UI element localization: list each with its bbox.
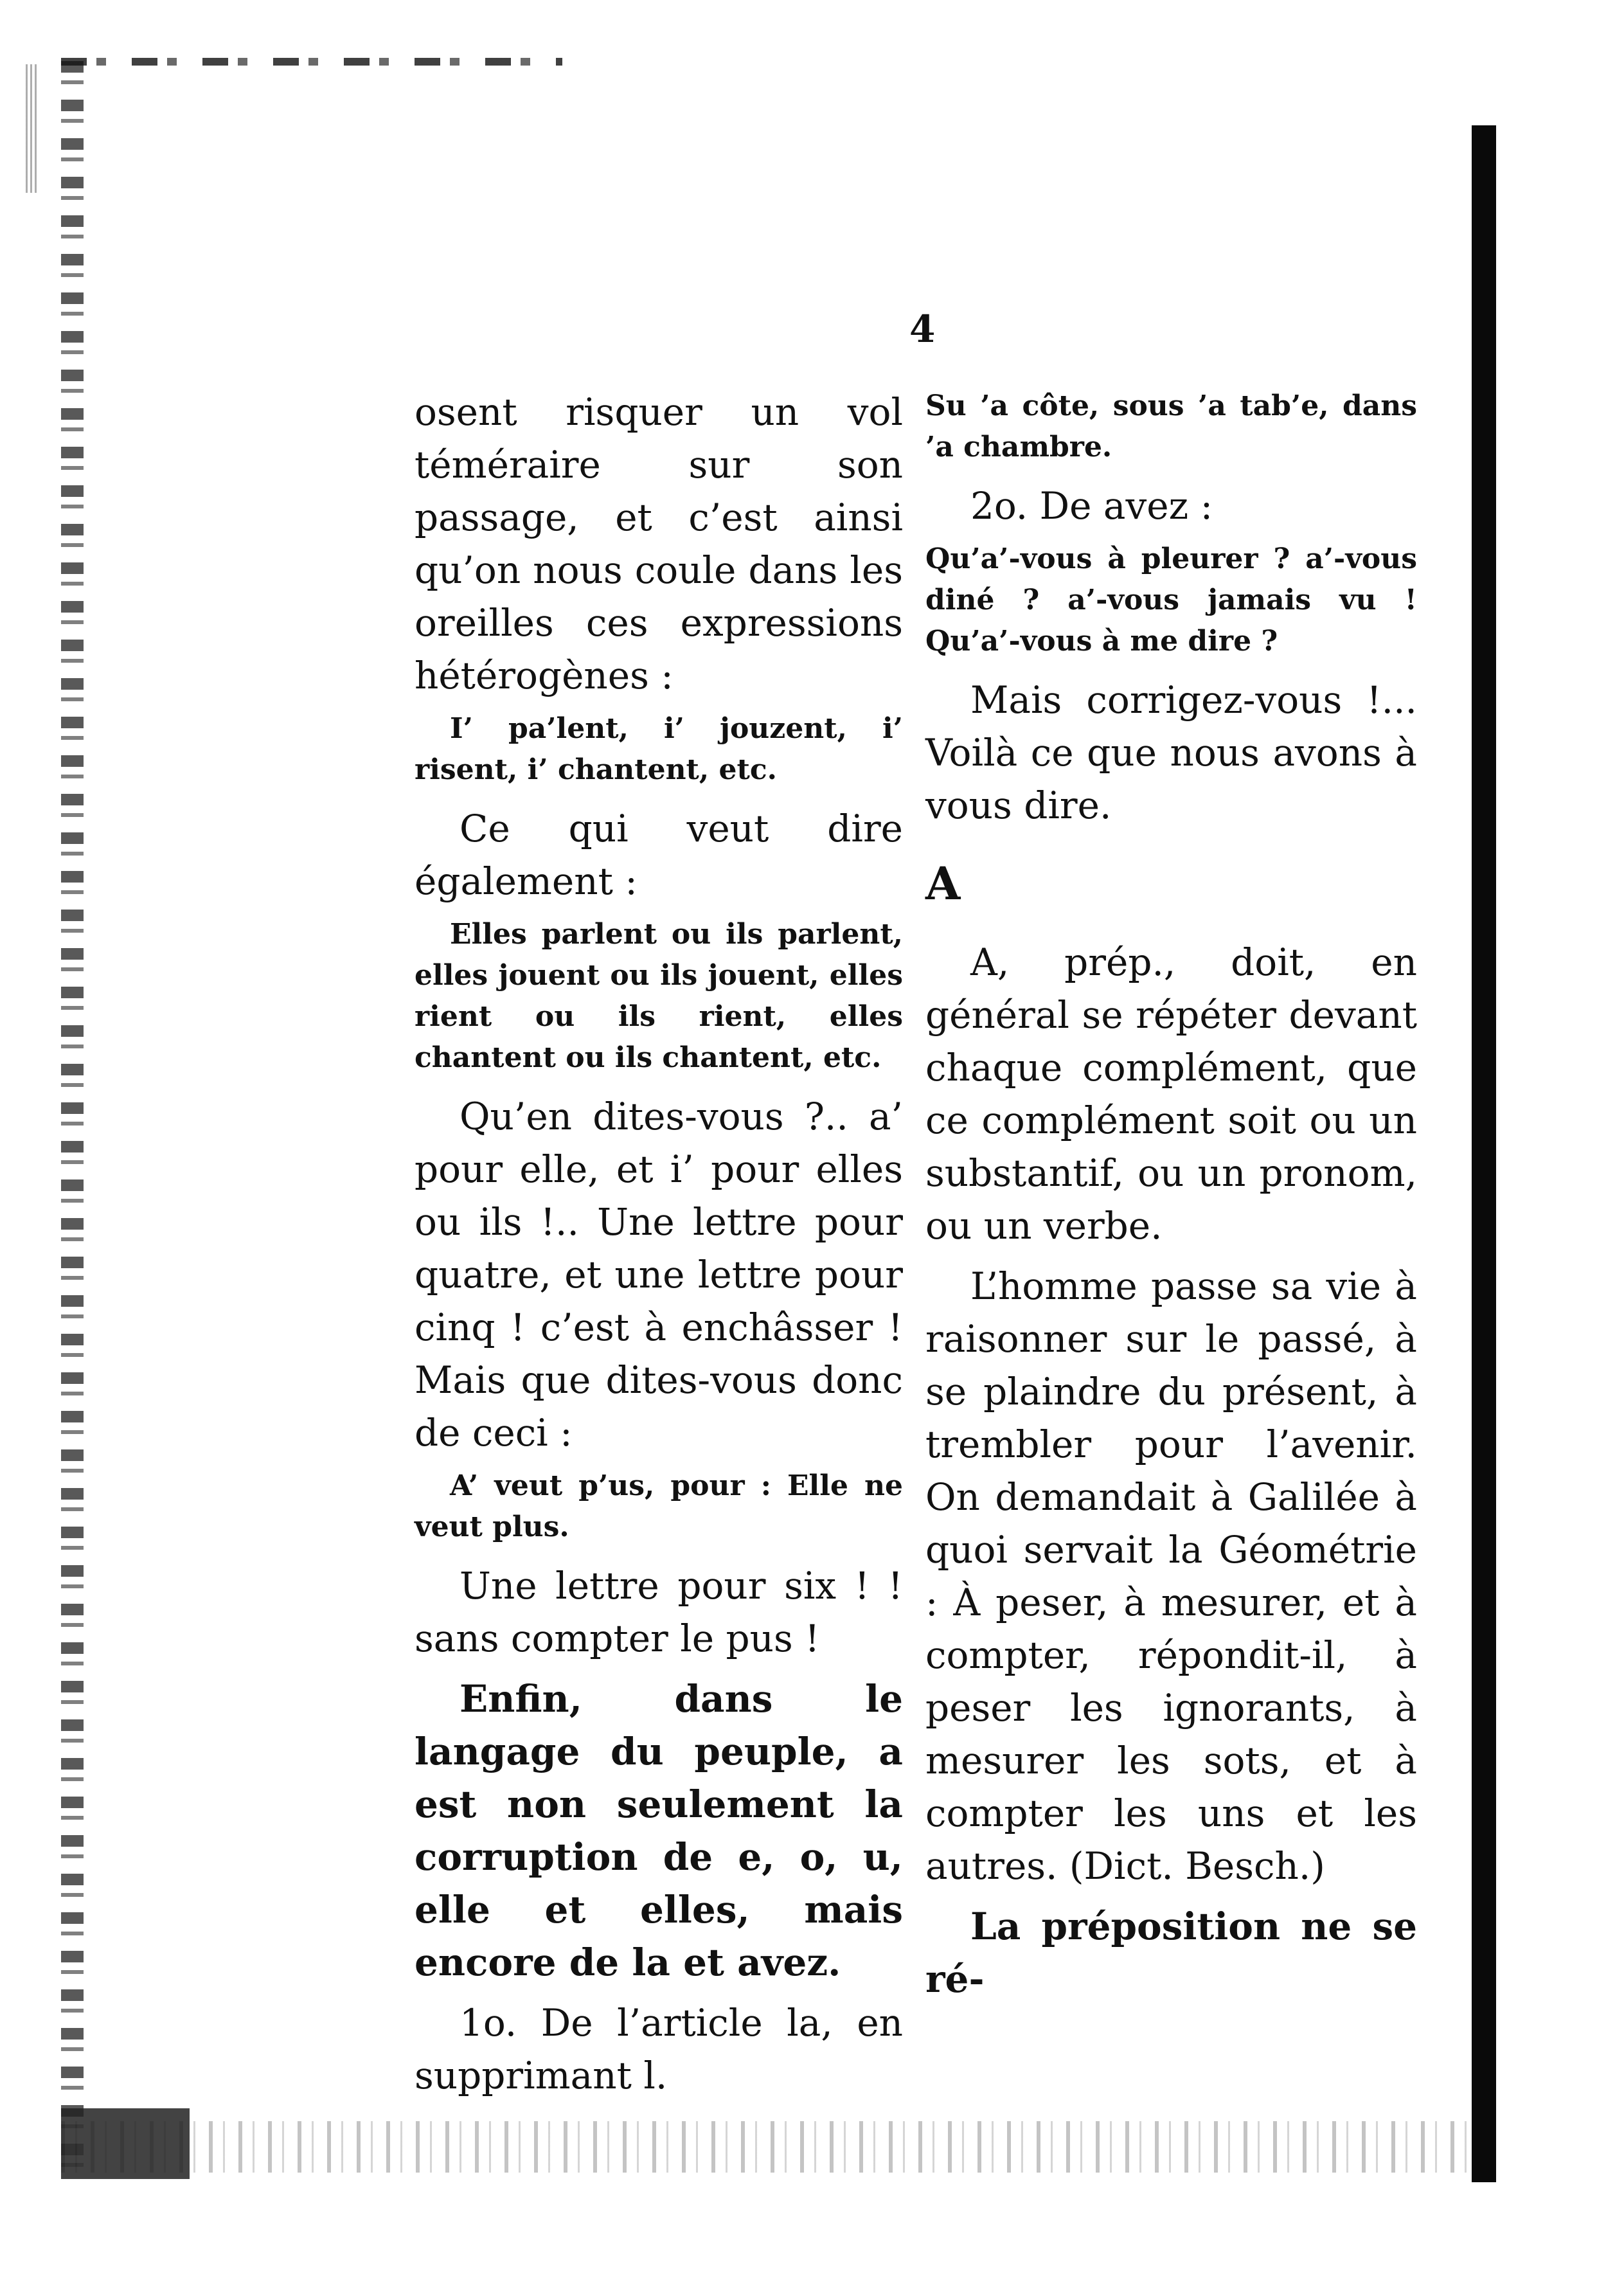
paragraph: Une lettre pour six ! ! sans compter le pus ! xyxy=(415,1564,903,1660)
example-text: I’ pa’lent, i’ jouzent, i’ risent, i’ chantent, etc. xyxy=(415,712,903,786)
section-heading: A xyxy=(925,857,961,910)
paragraph: L’homme passe sa vie à raisonner sur le passé, à se plaindre du présent, à trembler pour l’avenir. On demandait à Galilée à quoi servait la Géométrie : À peser, à mesurer, et à compter, répondit-il, à peser les ignorants, à mesurer les sots, et à compter les uns et les autres. (Dict. Besch.) xyxy=(925,1264,1417,1888)
example-text: Elles parlent ou ils parlent, elles jouent ou ils jouent, elles rient ou ils rient, elles chantent ou ils chantent, etc. xyxy=(415,918,903,1074)
left-column xyxy=(415,386,903,2102)
example-text: Su ’a côte, sous ’a tab’e, dans ’a chambre. xyxy=(925,390,1417,463)
paragraph: Ce qui veut dire également : xyxy=(415,807,903,903)
paragraph: 1o. De l’article la, en supprimant l. xyxy=(415,2001,903,2097)
paragraph: A, prép., doit, en général se répéter devant chaque complément, que ce complément soit ou un substantif, ou un pronom, ou un verbe. xyxy=(925,940,1417,1248)
scan-edge-left-marks xyxy=(26,64,39,193)
paragraph: Enfin, dans le langage du peuple, a est non seulement la corruption de e, o, u, elle et elles, mais encore de la et avez. xyxy=(415,1677,903,1984)
paragraph: La préposition ne se ré- xyxy=(925,1905,1417,2001)
paragraph: Qu’en dites-vous ?.. a’ pour elle, et i’ pour elles ou ils !.. Une lettre pour quatre, et une lettre pour cinq ! c’est à enchâsser ! Mais que dites-vous donc de ceci : xyxy=(415,1095,903,1455)
scan-edge-right xyxy=(1472,125,1496,2182)
paragraph: Mais corrigez-vous !... Voilà ce que nous avons à vous dire. xyxy=(925,678,1417,827)
scan-corner-bottom-left xyxy=(61,2108,190,2179)
right-column xyxy=(925,386,1417,2005)
scan-edge-top xyxy=(61,58,562,66)
page-number: 4 xyxy=(909,307,936,351)
paragraph: 2o. De avez : xyxy=(970,484,1213,528)
scan-edge-bottom xyxy=(61,2121,1494,2173)
example-text: Qu’a’-vous à pleurer ? a’-vous diné ? a’-vous jamais vu ! Qu’a’-vous à me dire ? xyxy=(925,543,1417,658)
scan-edge-left xyxy=(61,61,84,2176)
example-text: A’ veut p’us, pour : Elle ne veut plus. xyxy=(415,1469,903,1543)
paragraph: osent risquer un vol téméraire sur son passage, et c’est ainsi qu’on nous coule dans les oreilles ces expressions hétérogènes : xyxy=(415,390,903,697)
